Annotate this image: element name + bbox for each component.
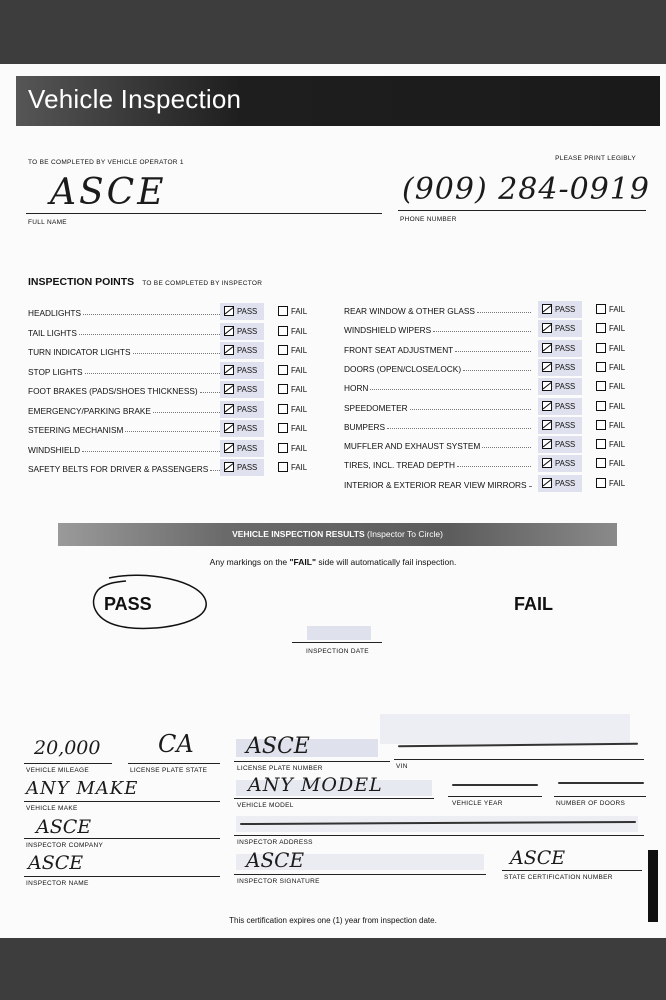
cert-number-line (502, 870, 642, 871)
plate-number-line (234, 761, 390, 762)
checklist-row (344, 419, 664, 437)
make-value[interactable]: ANY MAKE (26, 778, 139, 799)
full-name-label: FULL NAME (28, 219, 67, 226)
pass-checkbox[interactable] (224, 443, 234, 453)
phone-label: PHONE NUMBER (400, 216, 457, 223)
fail-checkbox[interactable] (278, 423, 288, 433)
checklist-item-label: INTERIOR & EXTERIOR REAR VIEW MIRRORS (344, 479, 527, 490)
pass-label: PASS (555, 343, 576, 353)
checklist-row (344, 380, 664, 398)
pass-label: PASS (237, 424, 258, 433)
pass-label: PASS (237, 365, 258, 375)
checklist-item-label: FRONT SEAT ADJUSTMENT (344, 344, 454, 355)
pass-label: PASS (555, 382, 576, 392)
checklist-item-label: STEERING MECHANISM (28, 425, 124, 435)
fail-label: FAIL (291, 346, 308, 355)
model-line (234, 798, 434, 799)
inspection-date-line (292, 642, 382, 643)
plate-state-value[interactable]: CA (158, 730, 194, 758)
pass-label: PASS (237, 443, 258, 453)
dot-leader (82, 451, 238, 452)
model-value[interactable]: ANY MODEL (248, 774, 383, 796)
fail-checkbox[interactable] (596, 439, 606, 449)
doors-scribble (558, 782, 644, 784)
pass-label: PASS (555, 401, 576, 411)
pass-label: PASS (555, 459, 576, 469)
fail-label: FAIL (609, 324, 626, 334)
dot-leader (455, 351, 531, 352)
results-note: Any markings on the "FAIL" side will automatically fail inspection. (209, 557, 457, 567)
dot-leader (529, 486, 531, 487)
pass-checkbox[interactable] (224, 306, 234, 316)
checklist-row (28, 442, 348, 460)
checklist-item-label: HORN (344, 383, 369, 394)
fail-checkbox[interactable] (278, 365, 288, 375)
pass-label: PASS (237, 404, 258, 414)
checklist-row (344, 342, 664, 360)
pass-checkbox[interactable] (224, 345, 234, 355)
dot-leader (85, 373, 238, 374)
checklist-item-label: STOP LIGHTS (28, 366, 83, 377)
operator-note: TO BE COMPLETED BY VEHICLE OPERATOR 1 (28, 159, 184, 166)
fail-checkbox[interactable] (596, 458, 606, 468)
dot-leader (410, 409, 531, 410)
year-line (448, 796, 542, 797)
pass-checkbox[interactable] (542, 343, 552, 353)
fail-checkbox[interactable] (278, 404, 288, 414)
checklist-item-label: SPEEDOMETER (344, 402, 408, 413)
checklist-row (28, 383, 348, 401)
pass-label: PASS (555, 420, 576, 430)
inspection-points-heading: INSPECTION POINTS TO BE COMPLETED BY INSPECTOR (28, 276, 263, 288)
dot-leader (463, 370, 531, 371)
checklist-item-label: TURN INDICATOR LIGHTS (28, 347, 131, 357)
fail-label: FAIL (609, 343, 626, 353)
pass-checkbox[interactable] (224, 423, 234, 433)
fail-label: FAIL (609, 401, 626, 411)
checklist-row (28, 344, 348, 362)
fail-checkbox[interactable] (278, 462, 288, 472)
pass-checkbox[interactable] (542, 362, 552, 372)
form-title: Vehicle Inspection (28, 84, 242, 114)
doors-label: NUMBER OF DOORS (556, 800, 626, 807)
signature-label: INSPECTOR SIGNATURE (237, 878, 320, 885)
vin-field-bg (380, 714, 630, 744)
fail-label: FAIL (291, 365, 308, 375)
footer-note: This certification expires one (1) year from inspection date. (229, 916, 437, 925)
results-bar-subtitle: (Inspector To Circle) (364, 529, 443, 539)
checklist-row (344, 322, 664, 340)
checklist-row (344, 477, 664, 495)
make-line (24, 801, 220, 802)
full-name-line (26, 213, 382, 214)
checklist-item-label: FOOT BRAKES (PADS/SHOES THICKNESS) (28, 386, 198, 396)
fail-label: FAIL (291, 424, 308, 433)
fail-label: FAIL (609, 459, 626, 469)
signature-value[interactable]: ASCE (246, 848, 305, 872)
fail-checkbox[interactable] (278, 306, 288, 316)
title-banner (16, 76, 660, 126)
checklist-row (28, 325, 348, 343)
doors-line (554, 796, 646, 797)
result-fail[interactable]: FAIL (514, 594, 553, 614)
fail-label: FAIL (609, 382, 626, 392)
checklist-item-label: TIRES, INCL. TREAD DEPTH (344, 460, 455, 471)
result-pass[interactable]: PASS (104, 594, 152, 614)
fail-label: FAIL (291, 443, 308, 453)
inspection-form (0, 64, 666, 938)
dot-leader (83, 314, 238, 315)
pass-label: PASS (237, 346, 258, 355)
pass-checkbox[interactable] (542, 323, 552, 333)
checklist-item-label: HEADLIGHTS (28, 308, 82, 318)
fail-checkbox[interactable] (278, 443, 288, 453)
pass-label: PASS (555, 305, 576, 314)
fail-label: FAIL (609, 420, 626, 430)
plate-state-label: LICENSE PLATE STATE (130, 767, 208, 774)
fail-checkbox[interactable] (596, 381, 606, 391)
checklist-item-label: SAFETY BELTS FOR DRIVER & PASSENGERS (28, 464, 209, 474)
fail-checkbox[interactable] (278, 384, 288, 394)
company-value[interactable]: ASCE (36, 816, 92, 838)
mileage-value[interactable]: 20,000 (34, 737, 101, 759)
checklist-item-label: WINDSHIELD WIPERS (344, 325, 432, 336)
cert-number-label: STATE CERTIFICATION NUMBER (504, 874, 613, 881)
pass-label: PASS (555, 324, 576, 334)
pass-checkbox[interactable] (542, 478, 552, 488)
model-label: VEHICLE MODEL (237, 802, 294, 809)
year-label: VEHICLE YEAR (452, 800, 503, 807)
fail-checkbox[interactable] (278, 345, 288, 355)
pass-label: PASS (555, 478, 576, 488)
checklist-row (344, 361, 664, 379)
checklist-row (344, 438, 664, 456)
checklist-item-label: REAR WINDOW & OTHER GLASS (344, 306, 475, 316)
fail-checkbox[interactable] (596, 478, 606, 488)
pass-label: PASS (237, 307, 258, 316)
checklist-item-label: MUFFLER AND EXHAUST SYSTEM (344, 441, 481, 452)
dot-leader (370, 389, 531, 390)
inspector-name-label: INSPECTOR NAME (26, 880, 89, 887)
fail-label: FAIL (609, 362, 626, 372)
pass-checkbox[interactable] (542, 420, 552, 430)
pass-checkbox[interactable] (542, 381, 552, 391)
phone-value[interactable]: (909) 284-0919 (402, 172, 650, 207)
full-name-value[interactable]: ASCE (50, 172, 167, 213)
pass-checkbox[interactable] (542, 304, 552, 314)
checklist-row (28, 364, 348, 382)
dot-leader (79, 334, 238, 335)
pass-checkbox[interactable] (224, 462, 234, 472)
fail-label: FAIL (291, 385, 308, 394)
checklist-row (28, 461, 348, 479)
pass-checkbox[interactable] (542, 401, 552, 411)
cert-number-value[interactable]: ASCE (510, 847, 566, 869)
pass-checkbox[interactable] (224, 326, 234, 336)
fail-checkbox[interactable] (596, 323, 606, 333)
checklist-item-label: BUMPERS (344, 421, 386, 432)
fail-label: FAIL (609, 478, 626, 488)
pass-checkbox[interactable] (542, 439, 552, 449)
checklist-item-label: WINDSHIELD (28, 444, 81, 455)
fail-label: FAIL (291, 404, 308, 414)
checklist-row (28, 422, 348, 440)
vin-line (394, 759, 644, 760)
address-label: INSPECTOR ADDRESS (237, 839, 313, 846)
fail-checkbox[interactable] (596, 304, 606, 314)
inspector-name-line (24, 876, 220, 877)
checklist-row (28, 403, 348, 421)
margin-bar (648, 850, 658, 922)
results-bar (58, 523, 617, 546)
checklist-row (28, 305, 348, 323)
pass-label: PASS (237, 326, 258, 336)
address-line (234, 835, 644, 836)
pass-label: PASS (237, 463, 258, 472)
inspection-date-label: INSPECTION DATE (306, 648, 369, 655)
company-label: INSPECTOR COMPANY (26, 842, 104, 849)
print-note: PLEASE PRINT LEGIBLY (555, 155, 636, 162)
make-label: VEHICLE MAKE (26, 805, 78, 812)
fail-checkbox[interactable] (596, 343, 606, 353)
dot-leader (482, 447, 531, 448)
inspector-name-value[interactable]: ASCE (28, 852, 84, 874)
checklist-item-label: EMERGENCY/PARKING BRAKE (28, 405, 151, 416)
results-bar-title: VEHICLE INSPECTION RESULTS (232, 529, 365, 539)
fail-checkbox[interactable] (596, 420, 606, 430)
inspection-date-field[interactable] (307, 626, 371, 640)
mileage-line (24, 763, 112, 764)
checklist-item-label: DOORS (OPEN/CLOSE/LOCK) (344, 363, 462, 374)
pass-label: PASS (555, 362, 576, 372)
fail-label: FAIL (291, 307, 308, 316)
plate-state-line (128, 763, 220, 764)
vin-label: VIN (396, 763, 408, 770)
fail-checkbox[interactable] (278, 326, 288, 336)
fail-label: FAIL (291, 326, 308, 336)
dot-leader (477, 312, 531, 313)
company-line (24, 838, 220, 839)
signature-line (234, 874, 486, 875)
pass-label: PASS (237, 385, 258, 394)
checklist-row (344, 303, 664, 321)
fail-label: FAIL (609, 440, 626, 450)
fail-checkbox[interactable] (596, 362, 606, 372)
dot-leader (457, 466, 531, 467)
plate-number-label: LICENSE PLATE NUMBER (237, 765, 323, 772)
pass-checkbox[interactable] (224, 365, 234, 375)
pass-checkbox[interactable] (542, 458, 552, 468)
pass-label: PASS (555, 440, 576, 450)
phone-line (398, 210, 646, 211)
fail-label: FAIL (609, 305, 626, 314)
year-scribble (452, 784, 538, 786)
pass-checkbox[interactable] (224, 404, 234, 414)
fail-label: FAIL (291, 463, 308, 472)
fail-checkbox[interactable] (596, 401, 606, 411)
checklist-row (344, 457, 664, 475)
checklist-item-label: TAIL LIGHTS (28, 327, 77, 338)
dot-leader (433, 331, 531, 332)
pass-checkbox[interactable] (224, 384, 234, 394)
mileage-label: VEHICLE MILEAGE (26, 767, 90, 774)
dot-leader (387, 428, 531, 429)
plate-number-value[interactable]: ASCE (246, 734, 310, 759)
checklist-row (344, 400, 664, 418)
